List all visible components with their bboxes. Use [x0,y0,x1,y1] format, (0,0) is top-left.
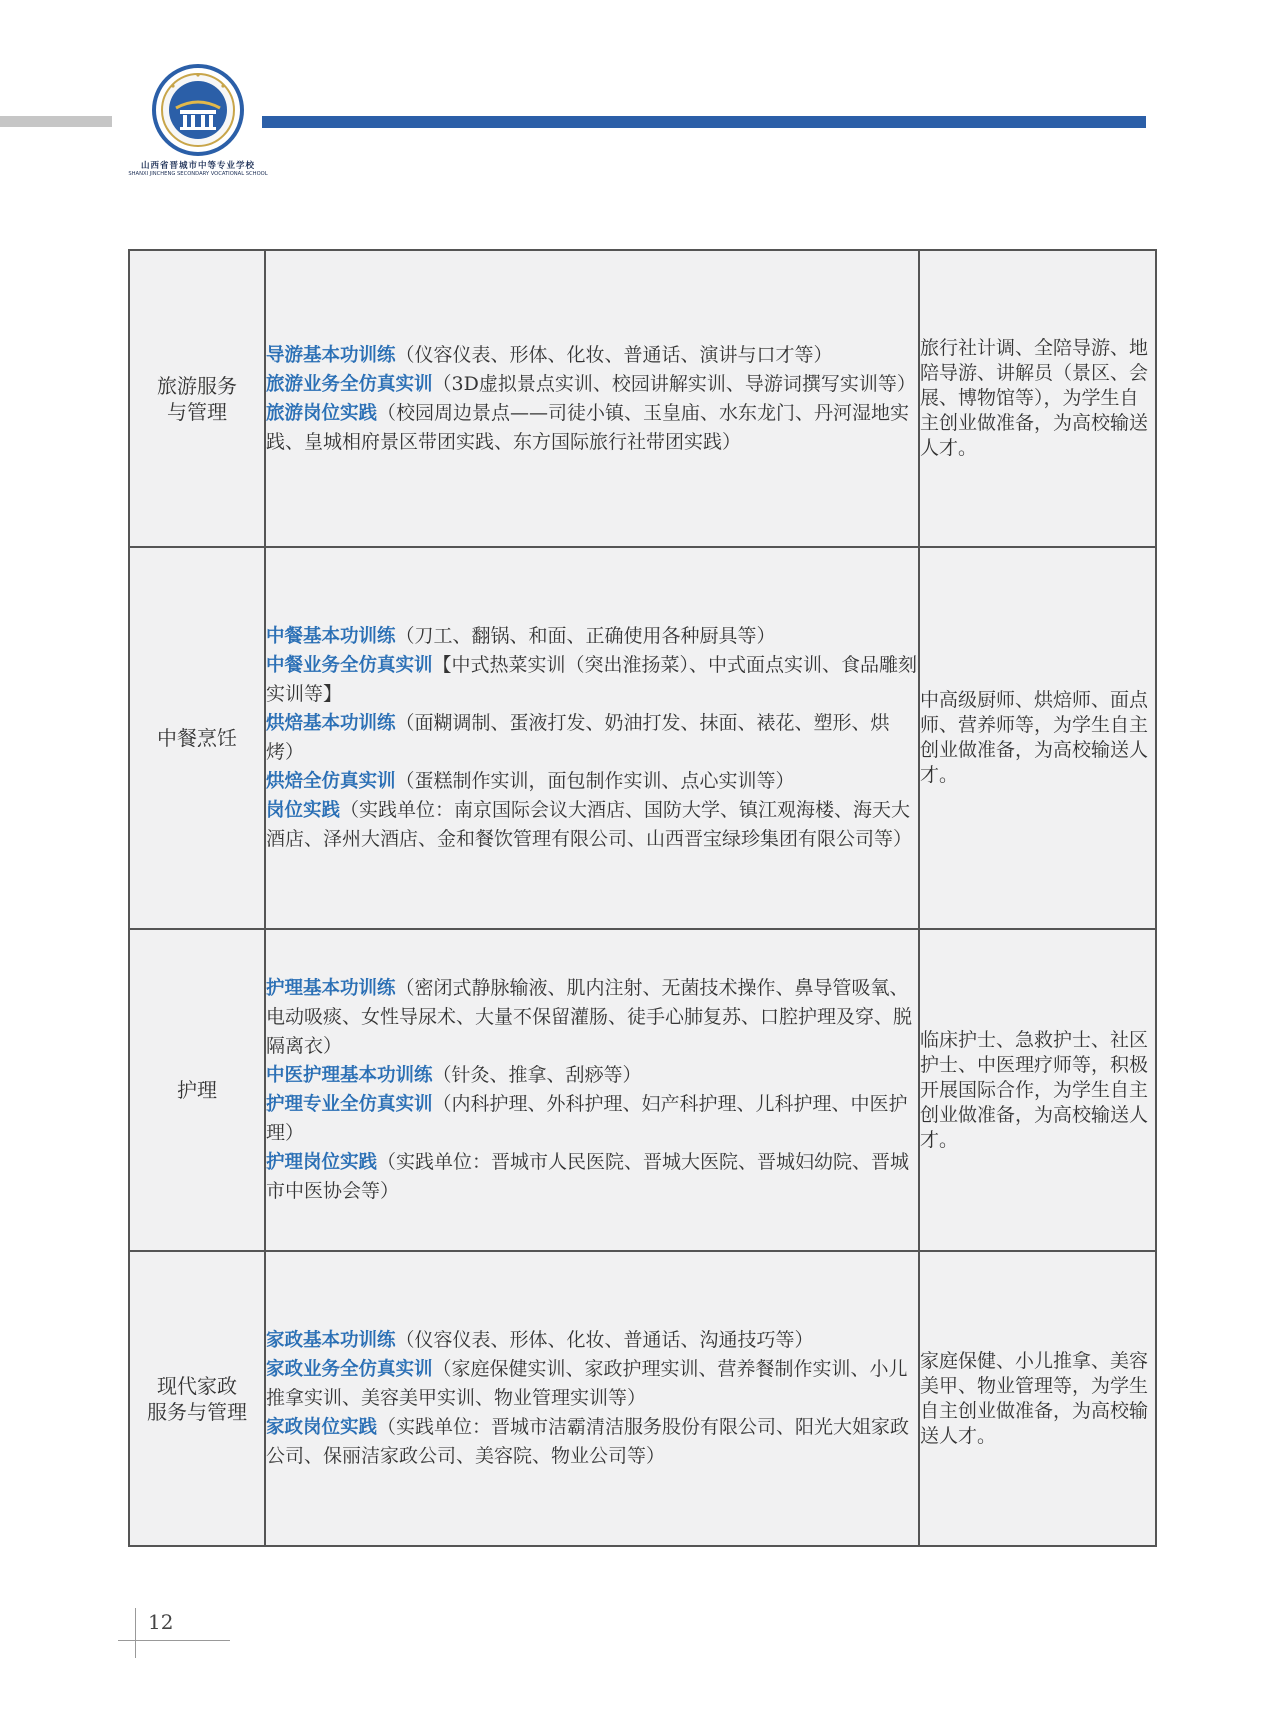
training-entry-detail: （面糊调制、蛋液打发、奶油打发、抹面、裱花、塑形、烘烤） [266,712,890,763]
training-content-cell [265,929,919,1251]
training-entry-detail: （仪容仪表、形体、化妆、普通话、演讲与口才等） [395,343,833,366]
training-entry [266,1090,918,1148]
major-name-cell [129,1251,265,1546]
major-name-line: 现代家政 [157,1373,237,1398]
major-name-line: 护理 [177,1078,217,1102]
training-entry [266,1326,918,1355]
training-entry [266,399,918,457]
training-entry-title: 护理专业全仿真实训 [266,1094,433,1115]
training-entry [266,341,918,370]
major-name-line: 旅游服务 [157,373,237,398]
school-emblem-icon [139,64,257,156]
training-entry-title: 家政业务全仿真实训 [266,1359,433,1380]
training-entry-title: 中餐业务全仿真实训 [266,655,433,676]
page-number-rule-vertical [135,1608,136,1658]
training-entry [266,370,918,399]
training-entry-title: 旅游岗位实践 [266,402,378,424]
training-entry [266,1148,918,1206]
table-row [129,929,1156,1251]
training-entry-title: 导游基本功训练 [266,344,396,366]
training-entry-title: 护理岗位实践 [266,1152,378,1173]
training-entry [266,1061,918,1090]
career-direction-cell: 临床护士、急救护士、社区护士、中医理疗师等，积极开展国际合作，为学生自主创业做准备，为高校输送人才。 [919,929,1156,1251]
school-name: 山西省晋城市中等专业学校 [140,161,255,171]
training-entry-detail: （刀工、翻锅、和面、正确使用各种厨具等） [395,625,776,647]
major-name-line: 服务与管理 [147,1399,247,1424]
training-entry-title: 中餐基本功训练 [266,626,396,647]
training-entry [266,622,918,651]
training-content-cell [265,250,919,547]
training-entry-title: 烘焙基本功训练 [266,713,396,734]
career-direction-cell: 旅行社计调、全陪导游、地陪导游、讲解员（景区、会展、博物馆等），为学生自主创业做准备，为高校输送人才。 [919,250,1156,547]
training-entry [266,651,918,709]
major-name-cell [129,250,265,547]
training-entry-title: 烘焙全仿真实训 [266,771,396,792]
training-entry-detail: （内科护理、外科护理、妇产科护理、儿科护理、中医护理） [266,1093,908,1144]
training-entry-detail: （实践单位：南京国际会议大酒店、国防大学、镇江观海楼、海天大酒店、泽州大酒店、金和餐饮管理有限公司、山西晋宝绿珍集团有限公司等） [266,799,913,850]
major-name-cell [129,929,265,1251]
training-entry-detail: （密闭式静脉输液、肌内注射、无菌技术操作、鼻导管吸氧、电动吸痰、女性导尿术、大量不保留灌肠、徒手心肺复苏、口腔护理及穿、脱隔离衣） [266,977,913,1057]
training-entry [266,1355,918,1413]
training-entry-title: 护理基本功训练 [266,978,396,999]
school-logo [118,64,278,182]
training-entry-detail: （实践单位：晋城市人民医院、晋城大医院、晋城妇幼院、晋城市中医协会等） [266,1151,910,1202]
training-entry-detail: （家庭保健实训、家政护理实训、营养餐制作实训、小儿推拿实训、美容美甲实训、物业管理实训等） [266,1358,908,1409]
training-entry-title: 家政岗位实践 [266,1417,378,1438]
major-name-line: 与管理 [167,399,227,424]
training-entry-detail: （3D虚拟景点实训、校园讲解实训、导游词撰写实训等） [432,372,916,395]
training-entry-title: 家政基本功训练 [266,1330,396,1351]
training-entry [266,767,918,796]
major-name-cell [129,547,265,929]
table-row [129,250,1156,547]
header-blue-bar [262,116,1146,128]
school-name-en: SHANXI JINCHENG SECONDARY VOCATIONAL SCHOOL [128,171,268,177]
table-row [129,1251,1156,1546]
header-gray-bar [0,116,112,127]
career-direction-cell: 家庭保健、小儿推拿、美容美甲、物业管理等，为学生自主创业做准备，为高校输送人才。 [919,1251,1156,1546]
major-name-line: 中餐烹饪 [157,726,237,750]
training-entry-detail: （实践单位：晋城市洁霸清洁服务股份有限公司、阳光大姐家政公司、保丽洁家政公司、美容院、物业公司等） [266,1416,910,1467]
training-entry-detail: （仪容仪表、形体、化妆、普通话、沟通技巧等） [395,1329,814,1351]
training-entry-title: 旅游业务全仿真实训 [266,373,433,395]
training-entry-title: 岗位实践 [266,800,341,821]
table-row [129,547,1156,929]
training-entry-detail: （校园周边景点——司徒小镇、玉皇庙、水东龙门、丹河湿地实践、皇城相府景区带团实践、东方国际旅行社带团实践） [266,401,910,453]
training-entry-detail: （针灸、推拿、刮痧等） [432,1064,642,1086]
training-entry [266,796,918,854]
training-entry [266,1413,918,1471]
training-entry [266,974,918,1061]
page-number: 12 [148,1610,174,1634]
training-entry-detail: （蛋糕制作实训，面包制作实训、点心实训等） [395,770,795,792]
training-content-cell [265,1251,919,1546]
training-table [128,249,1157,1547]
training-entry-detail: 【中式热菜实训（突出淮扬菜）、中式面点实训、食品雕刻实训等】 [266,654,918,705]
training-entry-title: 中医护理基本功训练 [266,1065,433,1086]
career-direction-cell: 中高级厨师、烘焙师、面点师、营养师等，为学生自主创业做准备，为高校输送人才。 [919,547,1156,929]
training-content-cell [265,547,919,929]
training-entry [266,709,918,767]
